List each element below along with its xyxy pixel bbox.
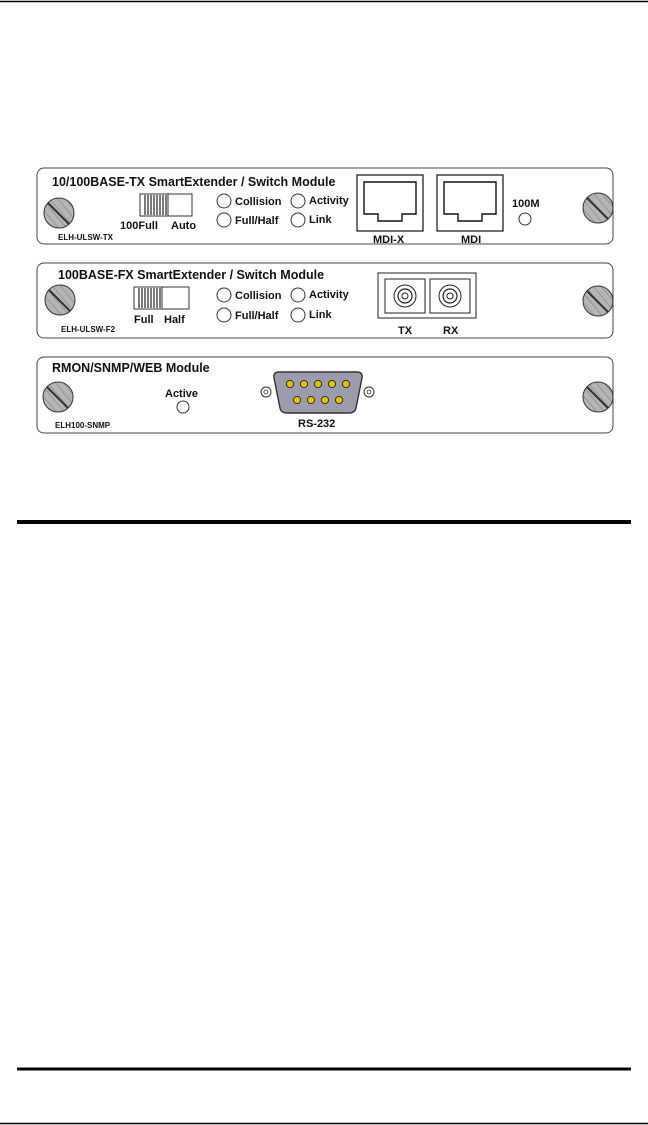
speed-led-label: 100M bbox=[512, 198, 540, 210]
fiber-connector[interactable] bbox=[378, 273, 476, 318]
module-fx-model: ELH-ULSW-F2 bbox=[61, 325, 116, 334]
led-indicator bbox=[291, 288, 305, 302]
led-indicator bbox=[217, 194, 231, 208]
module-fx-title: 100BASE-FX SmartExtender / Switch Module bbox=[58, 268, 325, 282]
port-label: RX bbox=[443, 325, 459, 337]
switch-label-right: Half bbox=[164, 314, 185, 326]
led-label: Link bbox=[309, 309, 332, 321]
module-snmp-model: ELH100-SNMP bbox=[55, 421, 111, 430]
module-tx-title: 10/100BASE-TX SmartExtender / Switch Module bbox=[52, 175, 336, 189]
led-label: Activity bbox=[309, 195, 349, 207]
led-indicator bbox=[217, 308, 231, 322]
switch-label-right: Auto bbox=[171, 220, 197, 232]
switch-label-left: 100Full bbox=[120, 220, 158, 232]
speed-led bbox=[519, 213, 531, 225]
module-snmp bbox=[37, 357, 613, 433]
switch-label-left: Full bbox=[134, 314, 154, 326]
screw-icon bbox=[583, 193, 613, 223]
rj45-port-mdix[interactable] bbox=[357, 175, 423, 231]
duplex-switch[interactable] bbox=[140, 194, 192, 216]
module-snmp-title: RMON/SNMP/WEB Module bbox=[52, 361, 210, 375]
led-label: Link bbox=[309, 214, 332, 226]
port-label: RS-232 bbox=[298, 418, 336, 430]
led-indicator bbox=[291, 194, 305, 208]
led-label: Collision bbox=[235, 290, 282, 302]
led-label: Collision bbox=[235, 196, 282, 208]
duplex-switch[interactable] bbox=[134, 287, 189, 309]
port-label: MDI-X bbox=[373, 234, 405, 246]
screw-icon bbox=[43, 382, 73, 412]
led-indicator bbox=[291, 308, 305, 322]
led-indicator bbox=[217, 288, 231, 302]
module-fx bbox=[37, 263, 613, 338]
screw-icon bbox=[44, 198, 74, 228]
led-label: Full/Half bbox=[235, 310, 279, 322]
active-led-label: Active bbox=[165, 388, 199, 400]
module-tx-model: ELH-ULSW-TX bbox=[58, 233, 113, 242]
port-label: TX bbox=[398, 325, 413, 337]
screw-icon bbox=[583, 382, 613, 412]
led-indicator bbox=[217, 213, 231, 227]
screw-icon bbox=[583, 286, 613, 316]
rj45-port-mdi[interactable] bbox=[437, 175, 503, 231]
active-led bbox=[177, 401, 189, 413]
module-tx bbox=[37, 168, 613, 246]
led-indicator bbox=[291, 213, 305, 227]
led-label: Full/Half bbox=[235, 215, 279, 227]
led-label: Activity bbox=[309, 289, 349, 301]
screw-icon bbox=[45, 285, 75, 315]
port-label: MDI bbox=[461, 234, 482, 246]
